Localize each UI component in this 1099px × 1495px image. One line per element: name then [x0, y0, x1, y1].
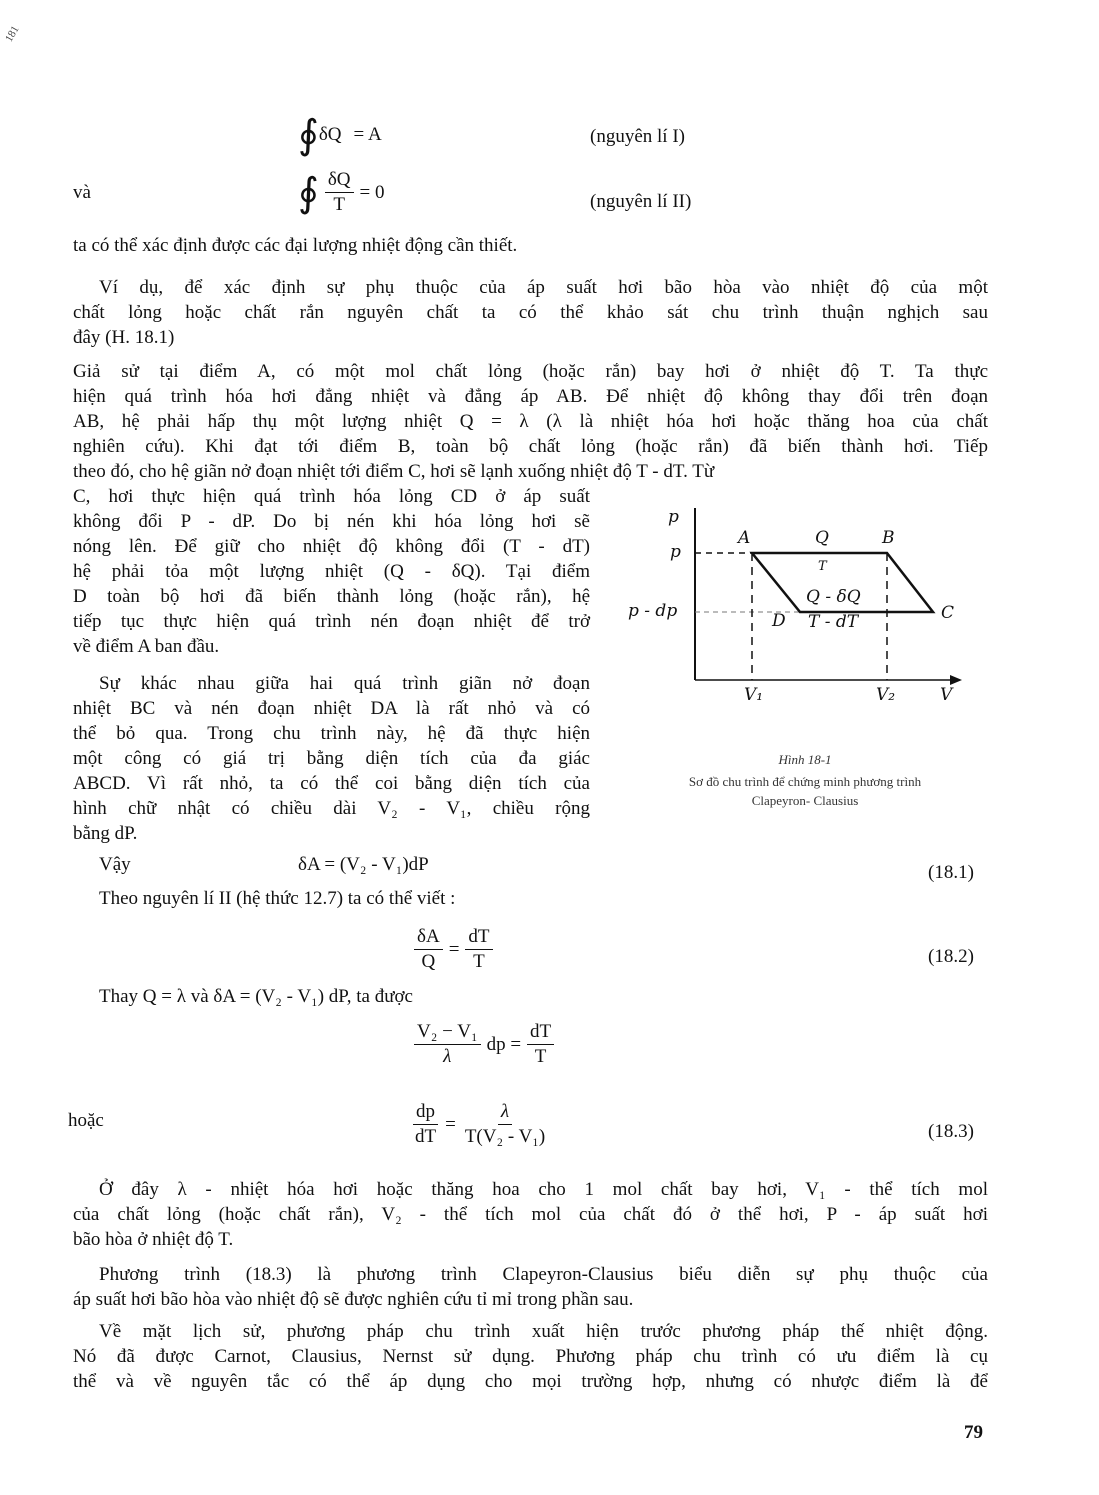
text-line: áp suất hơi bão hòa vào nhiệt độ sẽ được nghiên cứu tỉ mỉ trong phần sau.: [73, 1289, 634, 1310]
equation-second-law: [298, 168, 385, 217]
text-line: Ví dụ, để xác định sự phụ thuộc của áp suất hơi bão hòa vào nhiệt độ của một: [99, 277, 988, 298]
text-line: hình chữ nhật có chiều dài V₂ - V₁, chiều rộng: [73, 798, 590, 819]
text-line: thể và về nguyên tắc có thể áp dụng cho mọi trường hợp, nhưng có nhược điểm là để: [73, 1371, 988, 1392]
text-line: nhiệt BC và nén đoạn nhiệt DA là rất nhỏ và có: [73, 698, 590, 719]
eq2-fraction: [325, 168, 354, 217]
eq2-prefix: và: [73, 182, 91, 203]
equation-intermediate: [408, 1020, 560, 1069]
eq1-rhs: = A: [353, 124, 382, 145]
text-line: bằng dP.: [73, 823, 138, 844]
eq182-num2: dT: [465, 925, 492, 950]
paragraph-4: [73, 1177, 988, 1252]
text-line: Theo nguyên lí II (hệ thức 12.7) ta có thể viết :: [99, 888, 456, 909]
eqmid-num1: V₂ − V₁: [414, 1020, 481, 1045]
eq183-den1: dT: [415, 1126, 437, 1147]
text-line: hệ phải tỏa một lượng nhiệt (Q - δQ). Tại điểm: [73, 561, 590, 582]
text-line: nghiên cứu). Khi đạt tới điểm B, toàn bộ chất lỏng (hoặc rắn) đã biến thành hơi. Tiếp: [73, 436, 988, 457]
equation-first-law: [298, 112, 382, 158]
paragraph-2: [73, 359, 988, 484]
text-line: chất lỏng hoặc chất rắn nguyên chất ta có thể khảo sát chu trình thuận nghịch sau: [73, 302, 988, 323]
text-line: Sự khác nhau giữa hai quá trình giãn nở đoạn: [99, 673, 590, 694]
contour-integral-icon: ∮: [298, 169, 319, 216]
eq182-den2: T: [473, 951, 485, 972]
text-line: D toàn bộ hơi đã biến thành lỏng (hoặc rắn), hệ: [73, 586, 590, 607]
eq2-rhs: = 0: [359, 181, 385, 203]
eq183-number: (18.3): [928, 1121, 974, 1142]
figure-caption-title: Hình 18-1: [778, 752, 832, 767]
contour-integral-icon: ∮: [298, 112, 319, 158]
eq182-eq: =: [448, 938, 460, 960]
label-V1: V₁: [744, 685, 764, 705]
eq183-den2: T(V₂ - V₁): [464, 1126, 546, 1147]
text-line: thể bỏ qua. Trong chu trình này, hệ đã thực hiện: [73, 723, 590, 744]
label-p: p: [670, 542, 681, 562]
label-B: B: [882, 528, 895, 548]
text-line: Thay Q = λ và δA = (V₂ - V₁) dP, ta được: [99, 986, 413, 1007]
paragraph-5: [73, 1262, 988, 1312]
eq182-den1: Q: [421, 951, 436, 972]
label-T-dT: T - dT: [808, 612, 859, 632]
text-line: nóng lên. Để giữ cho nhiệt độ không đổi (T - dT): [73, 536, 590, 557]
eq183-prefix: hoặc: [68, 1110, 104, 1131]
text-line: một công có giá trị bằng diện tích của đa giác: [73, 748, 590, 769]
text-line: hiện quá trình hóa hơi đẳng nhiệt và đẳng áp AB. Để nhiệt độ không thay đổi trên đoạn: [73, 386, 988, 407]
eq2-num: δQ: [325, 168, 354, 193]
text-line: của chất lỏng (hoặc chất rắn), V₂ - thể tích mol của chất đó ở thể hơi, P - áp suất hơi: [73, 1204, 988, 1225]
text-line: C, hơi thực hiện quá trình hóa lỏng CD ở áp suất: [73, 486, 590, 507]
text-line: về điểm A ban đầu.: [73, 636, 220, 657]
pv-diagram: [620, 500, 1000, 720]
eqmid-num2: dT: [527, 1020, 554, 1045]
eqmid-mid: dp =: [486, 1033, 522, 1055]
label-T: T: [818, 559, 827, 574]
eqmid-den2: T: [534, 1046, 547, 1067]
eq182-num1: δA: [414, 925, 443, 950]
label-Q: Q: [815, 528, 829, 548]
paragraph-1: [73, 275, 988, 350]
eq183-num1: dp: [413, 1100, 438, 1125]
eq2-note: (nguyên lí II): [590, 191, 692, 212]
label-C: C: [941, 603, 955, 623]
label-D: D: [772, 611, 786, 631]
text-line: bão hòa ở nhiệt độ T.: [73, 1229, 234, 1250]
page-number: 79: [964, 1422, 983, 1443]
eq183-eq: =: [445, 1113, 456, 1135]
text-line: Ở đây λ - nhiệt hóa hơi hoặc thăng hoa cho 1 mol chất bay hơi, V₁ - thể tích mol: [99, 1179, 988, 1200]
figure-caption-line2: Clapeyron- Clausius: [751, 793, 859, 808]
eq1-note: (nguyên lí I): [590, 126, 685, 147]
eq181-prefix: Vậy: [99, 854, 131, 875]
text-line: ta có thể xác định được các đại lượng nhiệt động cần thiết.: [73, 235, 518, 256]
text-line: tiếp tục thực hiện quá trình nén đoạn nhiệt để trở: [73, 611, 590, 632]
label-A: A: [738, 528, 751, 548]
paragraph-2-column: [73, 484, 590, 659]
text-line: AB, hệ phải hấp thụ một lượng nhiệt Q = λ (λ là nhiệt hóa hơi hoặc thăng hoa của chất: [73, 411, 988, 432]
equation-18-3: [406, 1100, 554, 1149]
eq1-lhs: δQ: [318, 124, 342, 145]
equation-18-2: [408, 925, 499, 974]
label-axis-v: V: [940, 685, 953, 705]
eq182-number: (18.2): [928, 946, 974, 967]
text-line: đây (H. 18.1): [73, 327, 175, 348]
eq181-number: (18.1): [928, 862, 974, 883]
text-line: Nó đã được Carnot, Clausius, Nernst sử dụng. Phương pháp chu trình có ưu điểm là cụ: [73, 1346, 988, 1367]
text-line: Giả sử tại điểm A, có một mol chất lỏng (hoặc rắn) bay hơi ở nhiệt độ T. Ta thực: [73, 361, 988, 382]
text-line: Về mặt lịch sử, phương pháp chu trình xuất hiện trước phương pháp thế nhiệt động.: [99, 1321, 988, 1342]
text-line: theo đó, cho hệ giãn nở đoạn nhiệt tới điểm C, hơi sẽ lạnh xuống nhiệt độ T - dT. Từ: [73, 461, 715, 482]
label-Q-dQ: Q - δQ: [806, 587, 861, 607]
label-axis-p: p: [668, 507, 679, 527]
text-line: Phương trình (18.3) là phương trình Clapeyron-Clausius biểu diễn sự phụ thuộc của: [99, 1264, 988, 1285]
eq181-body: δA = (V₂ - V₁)dP: [298, 854, 429, 875]
eqmid-den1: λ: [443, 1046, 452, 1067]
paragraph-3: [73, 671, 590, 846]
v-axis-arrow: [950, 675, 962, 685]
text-line: không đổi P - dP. Do bị nén khi hóa lỏng hơi sẽ: [73, 511, 590, 532]
paragraph-6: [73, 1319, 988, 1394]
figure-caption-line1: Sơ đồ chu trình để chứng minh phương trình: [688, 774, 922, 789]
label-p-dp: p - dp: [628, 601, 678, 621]
eq2-den: T: [333, 194, 345, 215]
label-V2: V₂: [876, 685, 896, 705]
text-line: ABCD. Vì rất nhỏ, ta có thể coi bằng diện tích của: [73, 773, 590, 794]
eq183-num2: λ: [498, 1100, 512, 1125]
corner-mark: 181: [2, 23, 22, 45]
